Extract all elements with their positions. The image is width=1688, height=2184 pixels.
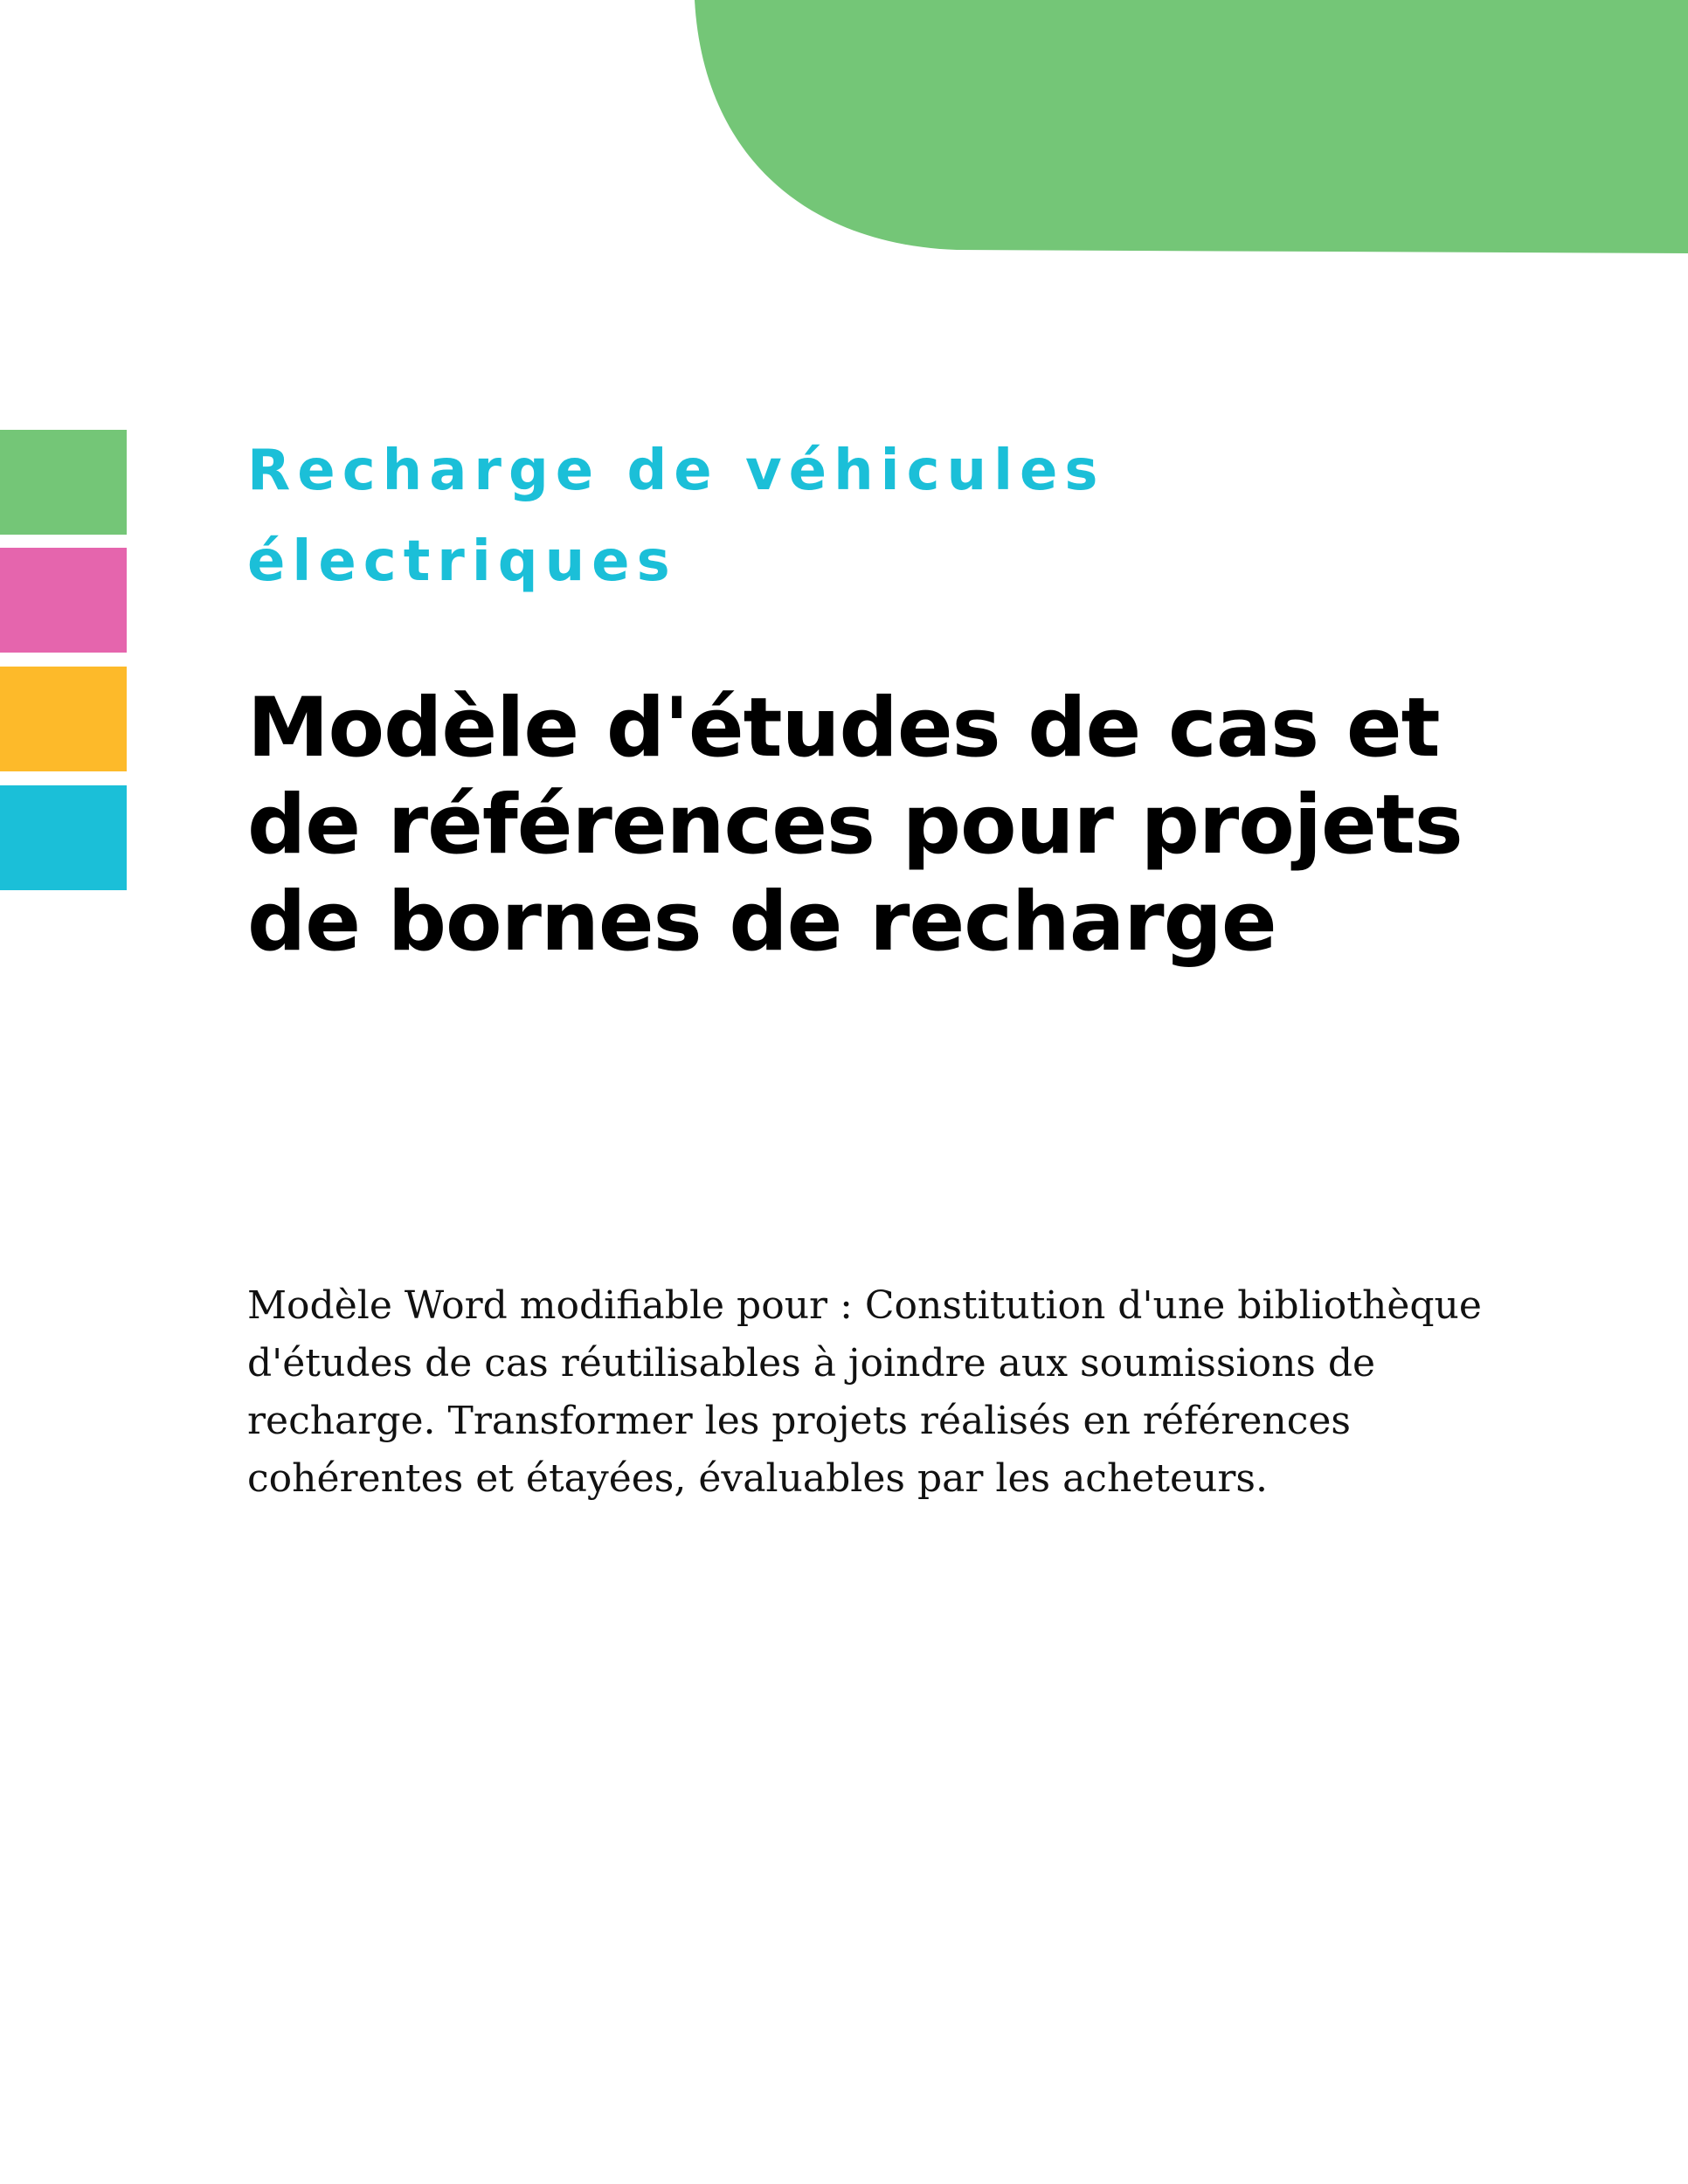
- yellow-color-block: [0, 667, 127, 771]
- subtitle: [247, 425, 1558, 607]
- green-color-block: [0, 430, 127, 535]
- description-paragraph: Modèle Word modifiable pour : Constitution d'une bibliothèque d'études de cas réutilisables à joindre aux soumissions de recharge. Transformer les projets réalisés en références cohérentes et étayées, évaluables par les acheteurs.: [247, 1283, 1482, 1501]
- subtitle-line-1: Recharge de véhicules: [247, 439, 1105, 503]
- cyan-color-block: [0, 785, 127, 890]
- page-title: [247, 680, 1628, 971]
- pink-color-block: [0, 548, 127, 653]
- green-shape-path: [695, 0, 1688, 253]
- title-line-3: de bornes de recharge: [247, 874, 1276, 970]
- decorative-green-shape: [695, 0, 1688, 253]
- title-line-2: de références pour projets: [247, 778, 1463, 873]
- title-line-1: Modèle d'études de cas et: [247, 681, 1440, 776]
- subtitle-line-2: électriques: [247, 529, 677, 594]
